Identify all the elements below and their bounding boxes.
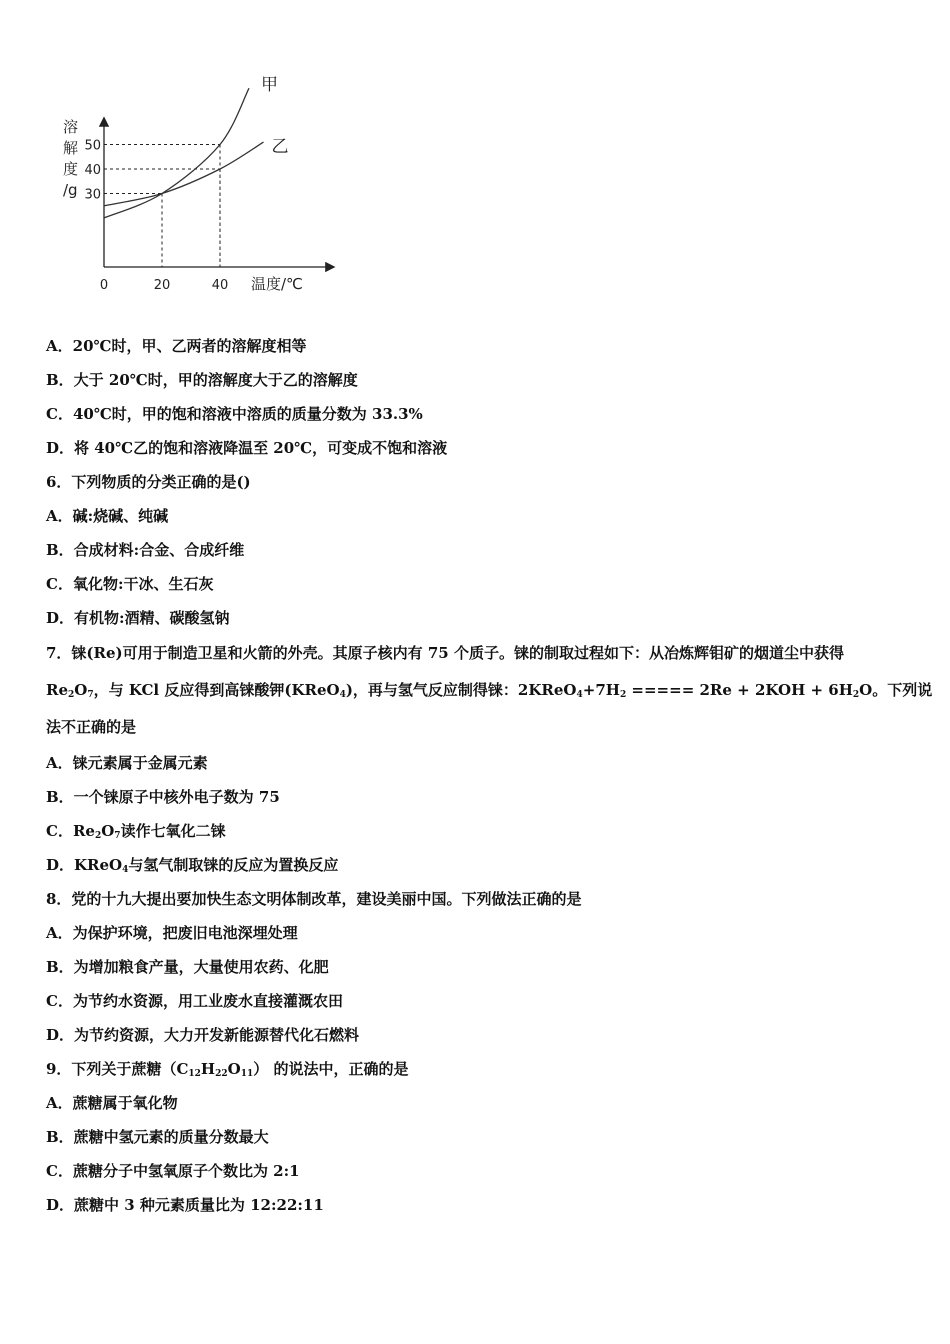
x-tick-label: 40	[211, 278, 229, 293]
y-axis-label-char: /g	[63, 181, 78, 199]
q7-stem-line1: 7．铼(Re)可用于制造卫星和火箭的外壳。其原子核内有 75 个质子。铼的制取过程如下：从冶炼辉钼矿的烟道尘中获得	[46, 644, 844, 662]
q5-option-d: D．将 40℃乙的饱和溶液降温至 20℃，可变成不饱和溶液	[46, 439, 448, 457]
q8-option-d: D．为节约资源，大力开发新能源替代化石燃料	[46, 1026, 360, 1044]
series-curve-0	[104, 88, 249, 218]
q8-option-b: B．为增加粮食产量，大量使用农药、化肥	[46, 958, 329, 976]
y-axis-label-char: 溶	[63, 118, 79, 136]
q8-option-c: C．为节约水资源，用工业废水直接灌溉农田	[46, 992, 343, 1010]
q7-option-a: A．铼元素属于金属元素	[46, 754, 208, 772]
solubility-chart	[55, 75, 355, 300]
q5-option-a: A．20℃时，甲、乙两者的溶解度相等	[46, 337, 307, 355]
q6-option-a: A．碱:烧碱、纯碱	[46, 507, 169, 525]
q7-option-c: C．$Re_2O_7$读作七氧化二铼	[46, 822, 226, 841]
series-label: 甲	[261, 75, 278, 96]
q7-stem-line2: $Re_2O_7$，与 KCl 反应得到高铼酸钾(KReO$_4$)，再与氢气反应制得铼：$2KReO_4+7H_2$ ===== $2Re + 2KOH + 6H_2O$。下列说	[46, 681, 933, 700]
y-tick-label: 40	[84, 163, 101, 178]
q8-option-a: A．为保护环境，把废旧电池深埋处理	[46, 924, 298, 942]
series-label: 乙	[271, 137, 289, 158]
q7-option-b: B．一个铼原子中核外电子数为 75	[46, 788, 280, 806]
q6-stem: 6．下列物质的分类正确的是()	[46, 473, 251, 491]
x-tick-label: 0	[99, 278, 109, 293]
q9-option-d: D．蔗糖中 3 种元素质量比为 12:22:11	[46, 1196, 324, 1214]
q6-option-c: C．氧化物:干冰、生石灰	[46, 575, 214, 593]
y-axis-label-char: 度	[63, 160, 79, 178]
q6-option-b: B．合成材料:合金、合成纤维	[46, 541, 245, 559]
x-tick-label: 20	[153, 278, 171, 293]
q9-option-b: B．蔗糖中氢元素的质量分数最大	[46, 1128, 269, 1146]
q8-stem: 8．党的十九大提出要加快生态文明体制改革，建设美丽中国。下列做法正确的是	[46, 890, 582, 908]
q9-option-a: A．蔗糖属于氧化物	[46, 1094, 178, 1112]
x-axis-label: 温度/℃	[251, 275, 303, 293]
q7-stem-line3: 法不正确的是	[46, 718, 137, 736]
series-curve-1	[104, 142, 264, 206]
q9-stem: 9．下列关于蔗糖$(C_{12}H_{22}O_{11})$ 的说法中，正确的是	[46, 1060, 409, 1079]
q9-option-c: C．蔗糖分子中氢氧原子个数比为 2:1	[46, 1162, 300, 1180]
y-tick-label: 30	[84, 187, 101, 203]
q6-option-d: D．有机物:酒精、碳酸氢钠	[46, 609, 230, 627]
q7-option-d: D．KReO$_4$与氢气制取铼的反应为置换反应	[46, 856, 339, 875]
chart-axes	[104, 119, 333, 267]
q5-option-b: B．大于 20℃时，甲的溶解度大于乙的溶解度	[46, 371, 358, 389]
y-axis-label-char: 解	[63, 139, 79, 157]
q5-option-c: C．40℃时，甲的饱和溶液中溶质的质量分数为 33.3%	[46, 405, 423, 423]
y-tick-label: 50	[84, 138, 101, 154]
